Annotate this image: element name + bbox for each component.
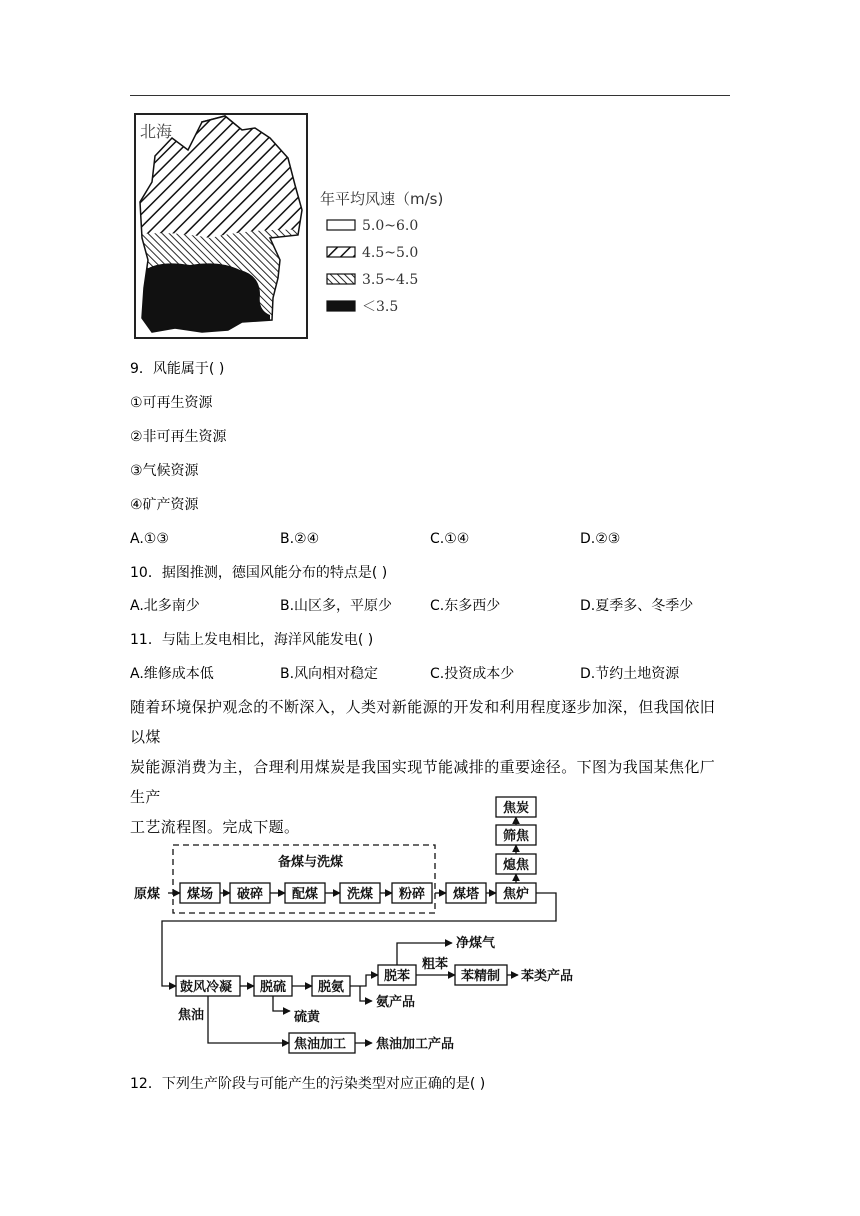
flow-desulfurization: 脱硫 (260, 980, 287, 995)
q9-item-2: ②非可再生资源 (130, 429, 227, 445)
flow-tar: 焦油 (178, 1008, 205, 1023)
q11-option-a[interactable]: A.维修成本低 (130, 666, 214, 682)
q9-stem: 9．风能属于( ) (130, 361, 225, 377)
flow-sulfur: 硫黄 (294, 1010, 321, 1025)
flow-crude-benzene: 粗苯 (422, 957, 449, 972)
q10-stem: 10．据图推测，德国风能分布的特点是( ) (130, 565, 388, 581)
flow-blending: 配煤 (292, 887, 319, 902)
q11-option-d[interactable]: D.节约土地资源 (580, 666, 680, 682)
legend-item-solid (327, 299, 398, 315)
q9-option-a[interactable]: A.①③ (130, 531, 169, 547)
q9-item-1: ①可再生资源 (130, 395, 213, 411)
q9-option-b[interactable]: B.②④ (280, 531, 320, 547)
flow-coke-oven: 焦炉 (503, 887, 530, 902)
legend-item-empty (327, 218, 418, 234)
flow-benzene-refining: 苯精制 (461, 969, 501, 984)
legend-item-dense-hatch (327, 245, 418, 261)
header-rule (130, 95, 730, 96)
flow-coke: 焦炭 (503, 801, 530, 816)
q10-option-c[interactable]: C.东多西少 (430, 598, 501, 614)
flow-deammoniation: 脱氨 (318, 980, 345, 995)
flow-crushing: 破碎 (237, 887, 264, 902)
q9-option-d[interactable]: D.②③ (580, 531, 621, 547)
q11-stem: 11．与陆上发电相比，海洋风能发电( ) (130, 632, 374, 648)
legend-title: 年平均风速（m/s) (320, 190, 444, 208)
intro-line-3: 工艺流程图。完成下题。 (130, 818, 300, 836)
q9-item-3: ③气候资源 (130, 463, 199, 479)
flow-pulverizing: 粉碎 (399, 887, 426, 902)
flow-raw-coal: 原煤 (134, 887, 161, 902)
q11-option-b[interactable]: B.风向相对稳定 (280, 666, 379, 682)
flow-washing: 洗煤 (347, 887, 374, 902)
flow-clean-gas: 净煤气 (456, 936, 496, 951)
intro-line-2: 炭能源消费为主，合理利用煤炭是我国实现节能减排的重要途径。下图为我国某焦化厂生产 (130, 758, 716, 806)
q9-item-4: ④矿产资源 (130, 497, 199, 513)
svg-text:5.0~6.0: 5.0~6.0 (362, 218, 419, 234)
svg-text:4.5~5.0: 4.5~5.0 (362, 245, 419, 261)
q10-option-a[interactable]: A.北多南少 (130, 598, 200, 614)
q9-option-c[interactable]: C.①④ (430, 531, 470, 547)
germany-wind-map (130, 110, 444, 340)
svg-text:＜3.5: ＜3.5 (362, 299, 399, 315)
coking-process-flowchart (130, 795, 590, 1060)
flow-tar-products: 焦油加工产品 (376, 1037, 455, 1052)
flow-coal-tower: 煤塔 (453, 887, 480, 902)
q10-option-d[interactable]: D.夏季多、冬季少 (580, 598, 694, 614)
legend-item-hatch (327, 272, 418, 288)
flow-debenzolization: 脱苯 (384, 969, 411, 984)
svg-text:3.5~4.5: 3.5~4.5 (362, 272, 419, 288)
flow-benzene-products: 苯类产品 (521, 969, 574, 984)
flow-group-label: 备煤与洗煤 (278, 855, 344, 870)
intro-line-1: 随着环境保护观念的不断深入，人类对新能源的开发和利用程度逐步加深，但我国依旧以煤 (130, 698, 716, 746)
q10-option-b[interactable]: B.山区多，平原少 (280, 598, 393, 614)
flow-quenching: 熄焦 (503, 858, 530, 873)
q11-option-c[interactable]: C.投资成本少 (430, 666, 515, 682)
flow-cooling: 鼓风冷凝 (180, 980, 233, 995)
flow-screening: 筛焦 (503, 829, 530, 844)
flow-coal-yard: 煤场 (187, 887, 214, 902)
flow-ammonia-products: 氨产品 (376, 995, 416, 1010)
q12-stem: 12．下列生产阶段与可能产生的污染类型对应正确的是( ) (130, 1076, 486, 1092)
sea-label: 北海 (140, 122, 173, 141)
flow-tar-processing: 焦油加工 (294, 1037, 347, 1052)
